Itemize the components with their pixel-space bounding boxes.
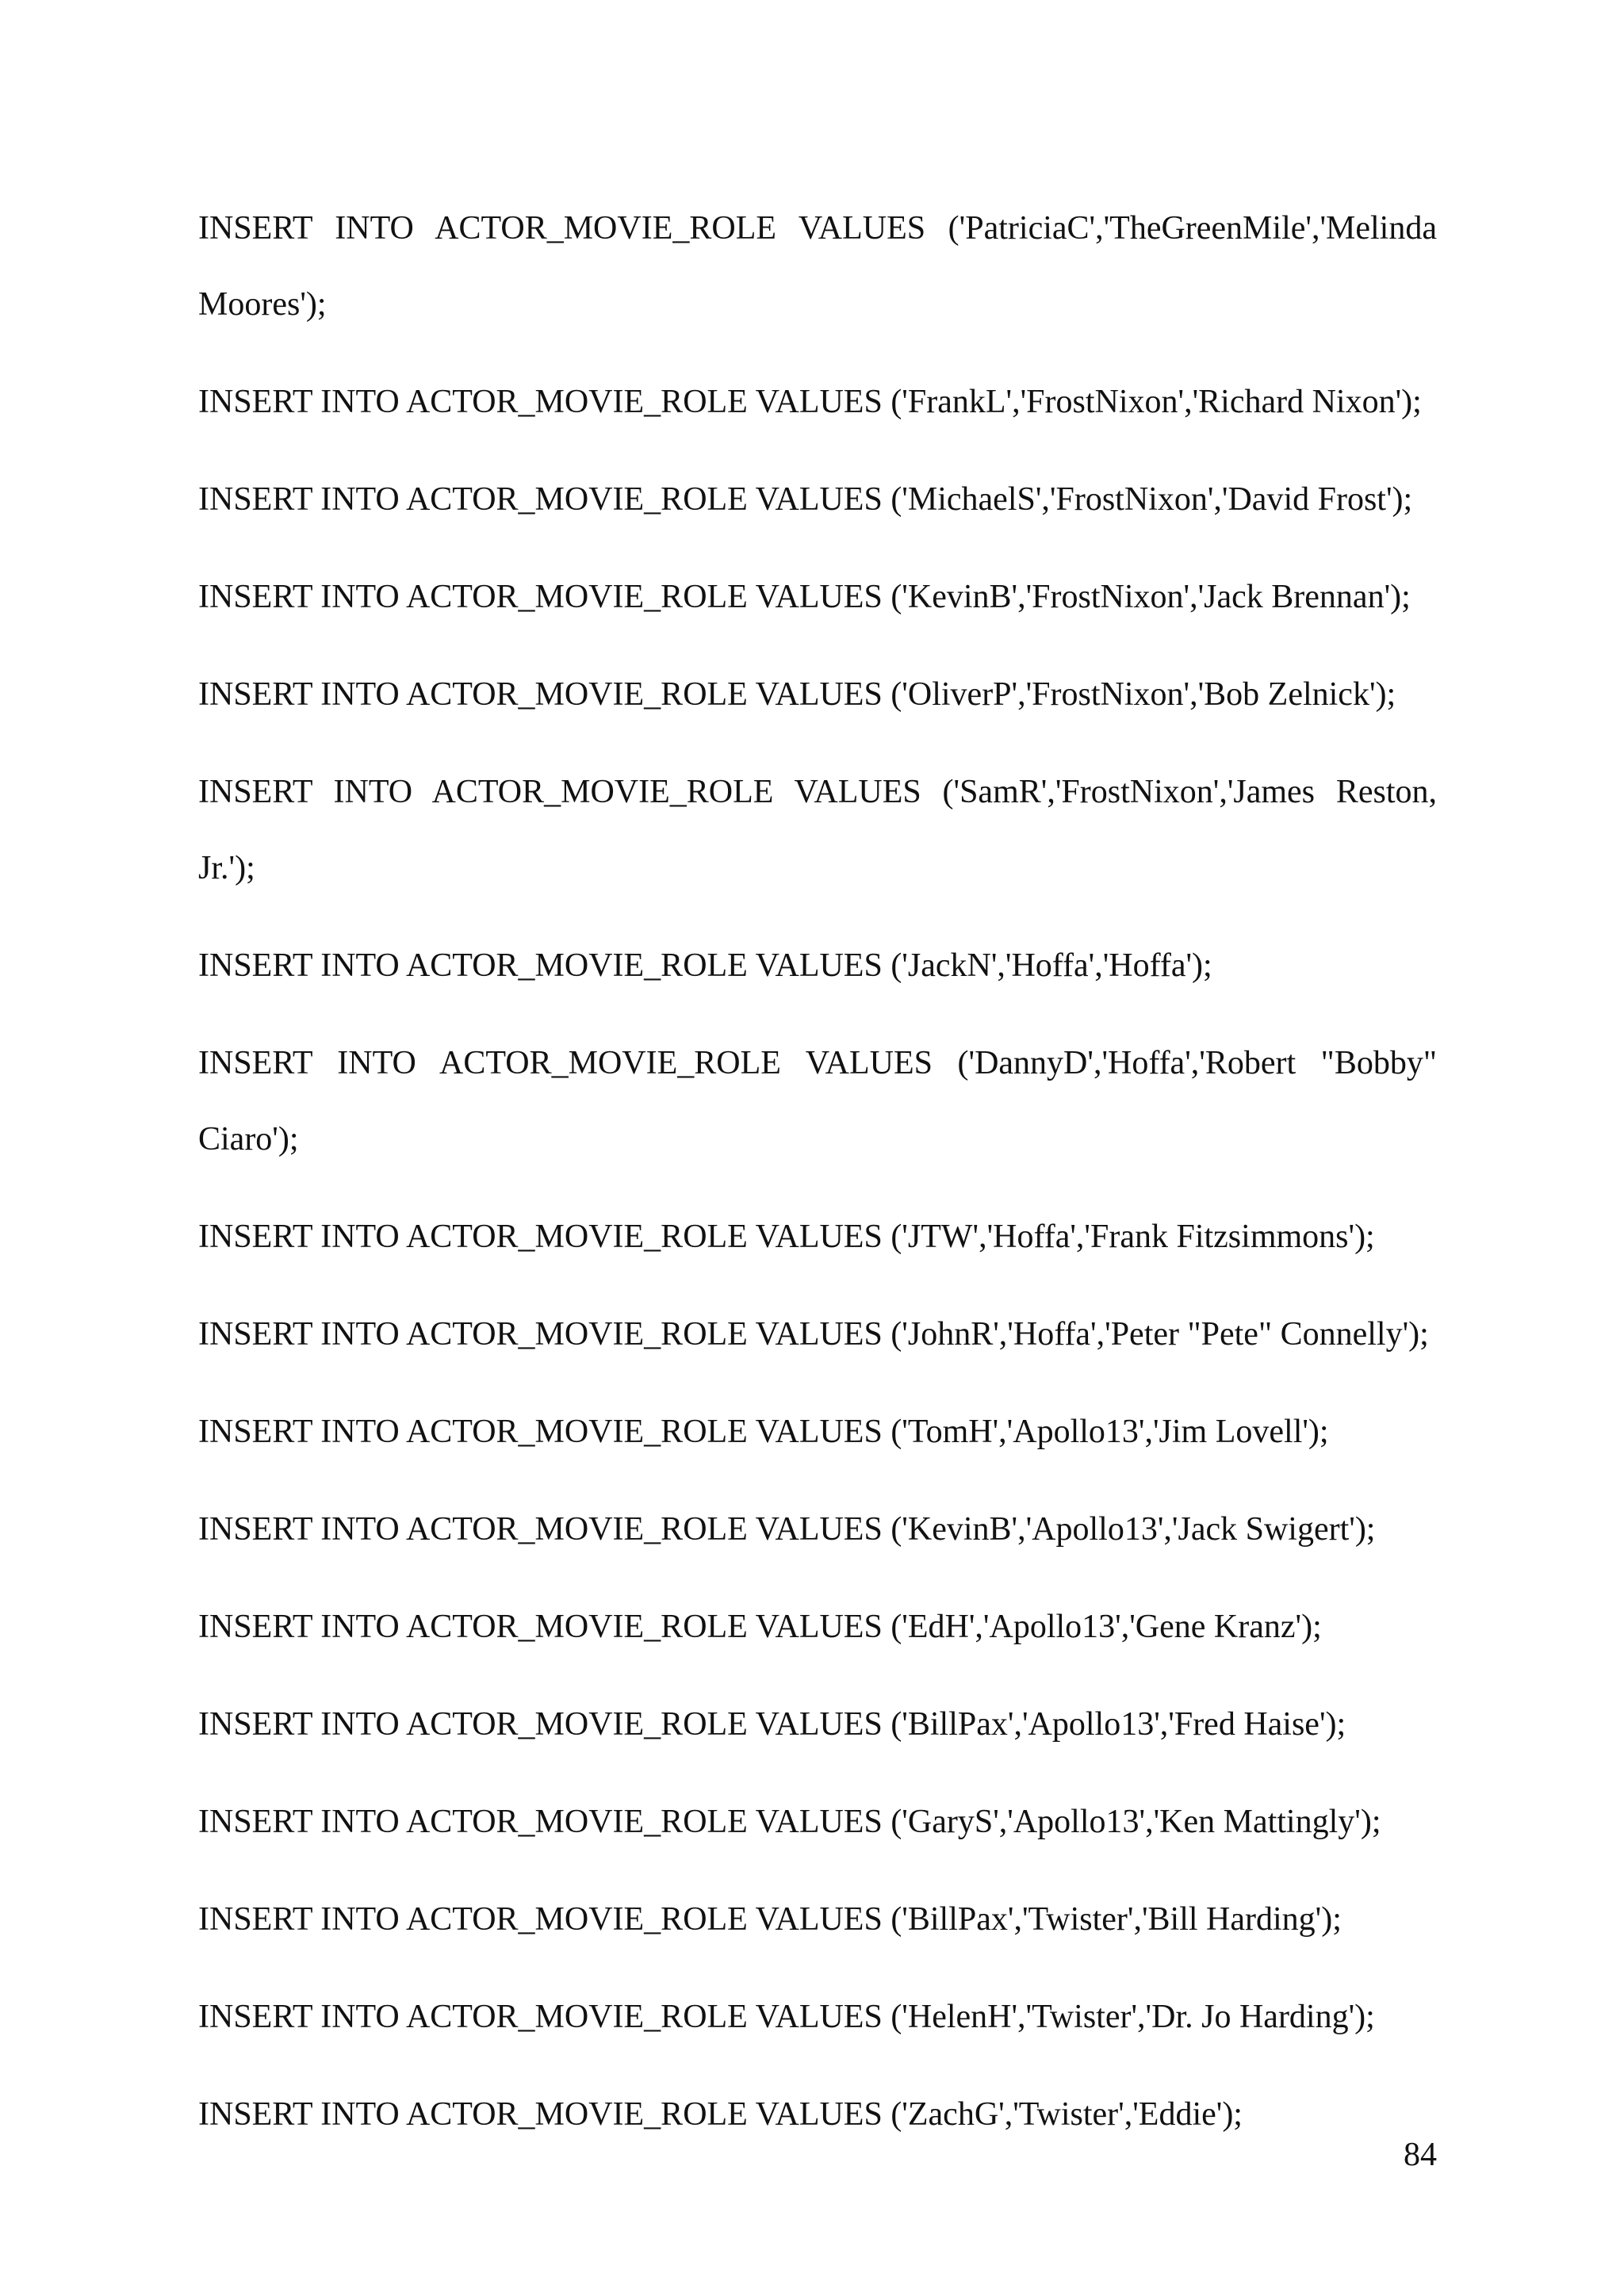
- sql-insert-statements: [198, 190, 1437, 2174]
- sql-statement: INSERT INTO ACTOR_MOVIE_ROLE VALUES ('KevinB','FrostNixon','Jack Brennan');: [198, 579, 1411, 615]
- sql-statement: INSERT INTO ACTOR_MOVIE_ROLE VALUES ('PatriciaC','TheGreenMile','Melinda Moores');: [198, 210, 1437, 323]
- sql-statement: INSERT INTO ACTOR_MOVIE_ROLE VALUES ('FrankL','FrostNixon','Richard Nixon');: [198, 384, 1422, 420]
- page-number: 84: [1404, 2137, 1437, 2173]
- sql-statement: INSERT INTO ACTOR_MOVIE_ROLE VALUES ('BillPax','Twister','Bill Harding');: [198, 1901, 1342, 1938]
- sql-statement: INSERT INTO ACTOR_MOVIE_ROLE VALUES ('KevinB','Apollo13','Jack Swigert');: [198, 1511, 1376, 1548]
- sql-statement: INSERT INTO ACTOR_MOVIE_ROLE VALUES ('JackN','Hoffa','Hoffa');: [198, 947, 1212, 984]
- sql-statement: INSERT INTO ACTOR_MOVIE_ROLE VALUES ('GaryS','Apollo13','Ken Mattingly');: [198, 1804, 1381, 1840]
- sql-statement: INSERT INTO ACTOR_MOVIE_ROLE VALUES ('EdH','Apollo13','Gene Kranz');: [198, 1609, 1322, 1645]
- sql-statement: INSERT INTO ACTOR_MOVIE_ROLE VALUES ('DannyD','Hoffa','Robert "Bobby" Ciaro');: [198, 1045, 1437, 1158]
- sql-statement: INSERT INTO ACTOR_MOVIE_ROLE VALUES ('BillPax','Apollo13','Fred Haise');: [198, 1706, 1346, 1743]
- sql-statement: INSERT INTO ACTOR_MOVIE_ROLE VALUES ('SamR','FrostNixon','James Reston, Jr.');: [198, 774, 1437, 886]
- sql-statement: INSERT INTO ACTOR_MOVIE_ROLE VALUES ('OliverP','FrostNixon','Bob Zelnick');: [198, 676, 1396, 713]
- sql-statement: INSERT INTO ACTOR_MOVIE_ROLE VALUES ('JTW','Hoffa','Frank Fitzsimmons');: [198, 1219, 1375, 1255]
- sql-statement: INSERT INTO ACTOR_MOVIE_ROLE VALUES ('ZachG','Twister','Eddie');: [198, 2096, 1243, 2133]
- sql-statement: INSERT INTO ACTOR_MOVIE_ROLE VALUES ('TomH','Apollo13','Jim Lovell');: [198, 1414, 1329, 1450]
- sql-statement: INSERT INTO ACTOR_MOVIE_ROLE VALUES ('HelenH','Twister','Dr. Jo Harding');: [198, 1999, 1375, 2035]
- sql-statement: INSERT INTO ACTOR_MOVIE_ROLE VALUES ('JohnR','Hoffa','Peter "Pete" Connelly');: [198, 1316, 1429, 1353]
- sql-statement: INSERT INTO ACTOR_MOVIE_ROLE VALUES ('MichaelS','FrostNixon','David Frost');: [198, 481, 1413, 518]
